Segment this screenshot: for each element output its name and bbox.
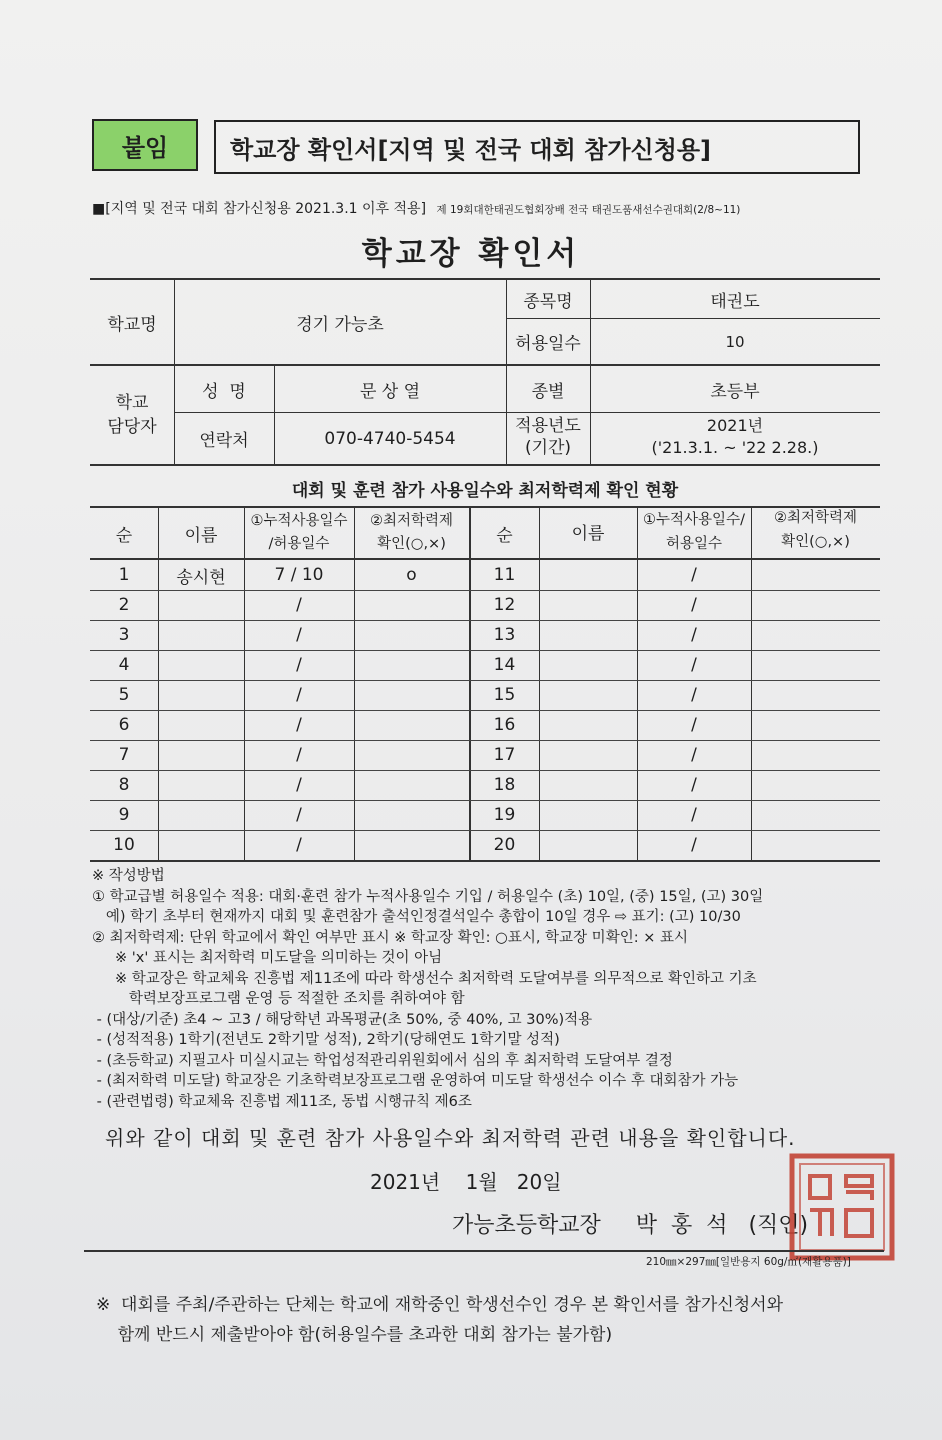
row-right-used: / [691, 655, 697, 675]
row-left-used: / [296, 805, 302, 825]
attachment-badge: 붙임 [92, 119, 198, 171]
row-left-name: 송시현 [176, 567, 226, 588]
row-left-name [158, 710, 244, 740]
note-line: - (대상/기준) 초4 ~ 고3 / 해당학년 과목평균(초 50%, 중 40%, 고 30%)적용 [92, 1011, 593, 1028]
row-right-used: / [691, 595, 697, 615]
row-right-check [751, 710, 880, 740]
row-left-check [354, 680, 469, 710]
row-right-used: / [691, 625, 697, 645]
manager-label: 학교 담당자 [107, 393, 157, 437]
row-left-name [158, 800, 244, 830]
row-right-check [751, 770, 880, 800]
year-label-line2: (기간) [524, 438, 572, 458]
row-right-check [751, 560, 880, 590]
year-value-line1: 2021년 [706, 416, 764, 435]
row-right-check [751, 830, 880, 860]
row-left-used: / [296, 655, 302, 675]
note-line: - (관련법령) 학교체육 진흥법 제11조, 동법 시행규칙 제6조 [92, 1093, 472, 1110]
footer-notice [96, 1290, 783, 1350]
paper-size-note: 210㎜×297㎜[일반용지 60g/㎡(재활용품)] [646, 1256, 851, 1268]
header-min-right-line1: ②최저학력제 [773, 510, 858, 526]
row-left-name [158, 680, 244, 710]
row-right-check [751, 740, 880, 770]
header-min-left-line1: ②최저학력제 [369, 513, 454, 529]
row-left-check [354, 650, 469, 680]
year-label-line1: 적용년도 [515, 416, 581, 436]
row-right-used: / [691, 805, 697, 825]
event-value: 태권도 [710, 291, 760, 312]
note-line: ※ 작성방법 [92, 868, 165, 884]
contact-value: 070-4740-5454 [324, 428, 456, 449]
row-left-used: / [296, 835, 302, 855]
row-right-name [539, 740, 637, 770]
principal-signature-line: 가능초등학교장 박 홍 석 (직인) [452, 1213, 809, 1238]
apply-note-text: ■[지역 및 전국 대회 참가신청용 2021.3.1 이후 적용] [92, 201, 427, 217]
row-right-used: / [691, 565, 697, 585]
note-line: - (성적적용) 1학기(전년도 2학기말 성적), 2학기(당해연도 1학기말 성적) [92, 1032, 560, 1048]
row-left-name [158, 830, 244, 860]
note-line: ② 최저학력제: 단위 학교에서 확인 여부만 표시 ※ 학교장 확인: ○표시, 학교장 미확인: × 표시 [92, 929, 688, 946]
header-name-left: 이름 [184, 525, 218, 546]
row-right-no: 20 [493, 835, 516, 855]
header-used-right-line1: ①누적사용일수/ [643, 512, 745, 528]
bottom-divider [84, 1250, 884, 1252]
year-label [506, 415, 590, 459]
allowed-days-value: 10 [725, 332, 745, 351]
row-left-check [354, 620, 469, 650]
header-used-right-line2: 허용일수 [665, 536, 723, 552]
school-label: 학교명 [107, 314, 157, 335]
row-right-no: 15 [493, 685, 516, 705]
row-left-used: / [296, 685, 302, 705]
row-left-check: o [406, 565, 417, 585]
note-line: - (최저학력 미도달) 학교장은 기초학력보장프로그램 운영하여 미도달 학생선수 이수 후 대회참가 가능 [92, 1073, 739, 1089]
row-left-no: 8 [118, 775, 130, 795]
row-left-name [158, 590, 244, 620]
row-right-name [539, 830, 637, 860]
row-left-check [354, 770, 469, 800]
row-right-check [751, 800, 880, 830]
row-left-check [354, 590, 469, 620]
row-right-check [751, 590, 880, 620]
row-left-no: 4 [118, 655, 130, 675]
row-left-no: 7 [118, 745, 130, 765]
row-right-used: / [691, 835, 697, 855]
row-left-name [158, 770, 244, 800]
header-min-right [751, 506, 880, 554]
allowed-days-label: 허용일수 [515, 334, 581, 354]
row-left-no: 1 [118, 565, 130, 585]
header-used-left [244, 510, 354, 556]
row-left-used: / [296, 745, 302, 765]
row-right-name [539, 800, 637, 830]
row-left-used: / [296, 625, 302, 645]
section-title: 대회 및 훈련 참가 사용일수와 최저학력제 확인 현황 [291, 481, 679, 501]
document-title: 학교장 확인서 [361, 236, 581, 272]
row-left-name [158, 740, 244, 770]
row-right-no: 12 [493, 595, 516, 615]
row-right-check [751, 650, 880, 680]
row-left-name [158, 650, 244, 680]
apply-note [92, 198, 740, 218]
row-right-no: 18 [493, 775, 516, 795]
header-no-left: 순 [115, 525, 133, 546]
header-no-right: 순 [496, 525, 513, 546]
school-value: 경기 가능초 [296, 314, 384, 335]
header-used-left-line1: ①누적사용일수 [250, 513, 348, 529]
row-right-used: / [691, 775, 697, 795]
note-line: 예) 학기 초부터 현재까지 대회 및 훈련참가 출석인정결석일수 총합이 10일 경우 ⇨ 표기: (고) 10/30 [92, 909, 741, 925]
category-value: 초등부 [710, 381, 760, 402]
row-left-no: 6 [118, 715, 130, 735]
row-left-used: / [296, 595, 302, 615]
header-used-right [637, 508, 751, 556]
row-left-name [158, 620, 244, 650]
row-right-name [539, 590, 637, 620]
note-line: ※ 학교장은 학교체육 진흥법 제11조에 따라 학생선수 최저학력 도달여부를 의무적으로 확인하고 기초 [92, 970, 757, 987]
name-label: 성 명 [202, 381, 246, 402]
row-left-check [354, 800, 469, 830]
row-right-name [539, 710, 637, 740]
row-right-used: / [691, 745, 697, 765]
official-seal-stamp [786, 1150, 898, 1264]
row-right-no: 14 [493, 655, 516, 675]
confirmation-statement: 위와 같이 대회 및 훈련 참가 사용일수와 최저학력 관련 내용을 확인합니다. [105, 1126, 796, 1150]
contact-label: 연락처 [199, 431, 249, 451]
event-label: 종목명 [523, 291, 573, 312]
row-left-check [354, 710, 469, 740]
note-line: ① 학교급별 허용일수 적용: 대회·훈련 참가 누적사용일수 기입 / 허용일수 (초) 10일, (중) 15일, (고) 30일 [92, 888, 764, 905]
row-right-used: / [691, 685, 697, 705]
row-right-no: 13 [493, 625, 516, 645]
year-value-line2: ('21.3.1. ~ '22 2.28.) [651, 438, 819, 457]
row-right-name [539, 560, 637, 590]
row-right-check [751, 680, 880, 710]
footer-line: ※ 대회를 주최/주관하는 단체는 학교에 재학중인 학생선수인 경우 본 확인서를 참가신청서와 [96, 1295, 784, 1315]
event-note: 제 19회대한태권도협회장배 전국 태권도품새선수권대회(2/8~11) [436, 204, 741, 216]
year-value [590, 415, 880, 459]
row-left-no: 9 [118, 805, 130, 825]
row-right-name [539, 650, 637, 680]
row-left-used: / [296, 715, 302, 735]
category-label: 종별 [531, 381, 565, 402]
row-left-no: 5 [118, 685, 130, 705]
row-right-name [539, 770, 637, 800]
row-right-name [539, 680, 637, 710]
writing-notes [92, 866, 892, 1112]
attachment-title: 학교장 확인서[지역 및 전국 대회 참가신청용] [214, 120, 860, 174]
row-right-no: 16 [493, 715, 516, 735]
header-min-left-line2: 확인(○,×) [377, 536, 446, 552]
row-right-check [751, 620, 880, 650]
row-left-check [354, 830, 469, 860]
name-value: 문 상 열 [359, 381, 421, 402]
header-name-right: 이름 [571, 523, 605, 544]
row-right-used: / [691, 715, 697, 735]
row-left-used: 7 / 10 [274, 565, 324, 585]
row-right-name [539, 620, 637, 650]
note-line: 학력보장프로그램 운영 등 적절한 조치를 취하여야 함 [92, 991, 465, 1007]
row-left-no: 3 [118, 625, 130, 645]
header-min-left [354, 510, 469, 556]
footer-line: 함께 반드시 제출받아야 함(허용일수를 초과한 대회 참가는 불가함) [96, 1325, 613, 1345]
row-right-no: 11 [493, 565, 516, 585]
row-left-no: 2 [118, 595, 130, 615]
row-right-no: 19 [493, 805, 516, 825]
row-left-no: 10 [113, 835, 135, 855]
note-line: - (초등학교) 지필고사 미실시교는 학업성적관리위원회에서 심의 후 최저학력 도달여부 결정 [92, 1052, 673, 1069]
header-used-left-line2: /허용일수 [268, 536, 330, 552]
header-min-right-line2: 확인(○,×) [781, 534, 850, 550]
issue-date: 2021년 1월 20일 [370, 1170, 562, 1194]
note-line: ※ 'x' 표시는 최저학력 미도달을 의미하는 것이 아님 [92, 950, 443, 966]
row-right-no: 17 [493, 745, 516, 765]
row-left-check [354, 740, 469, 770]
row-left-used: / [296, 775, 302, 795]
